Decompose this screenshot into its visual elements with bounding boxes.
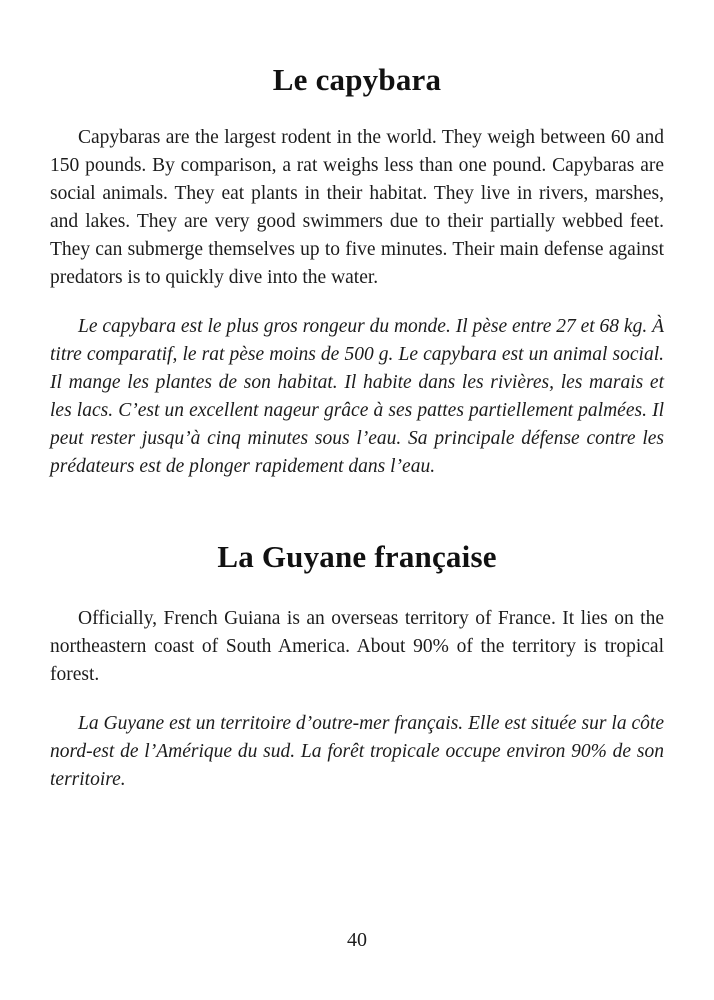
section-heading-guyane: La Guyane française: [217, 539, 497, 574]
french-paragraph-capybara: Le capybara est le plus gros rongeur du monde. Il pèse entre 27 et 68 kg. À titre comparatif, le rat pèse moins de 500 g. Le capybara est un animal social. Il mange les plantes de son habitat. Il habite dans les rivières, les marais et les lacs. C’est un excellent nageur grâce à ses pattes partiellement palmées. Il peut rester jusqu’à cinq minutes sous l’eau. Sa principale défense contre les prédateurs est de plonger rapidement dans l’eau.: [50, 316, 664, 477]
section-capybara: [50, 62, 664, 481]
page-number: 40: [347, 929, 367, 951]
french-paragraph-guyane: La Guyane est un territoire d’outre-mer français. Elle est située sur la côte nord-est de l’Amérique du sud. La forêt tropicale occupe environ 90% de son territoire.: [50, 713, 664, 790]
section-guyane: [50, 539, 664, 794]
english-paragraph-guyane: Officially, French Guiana is an overseas territory of France. It lies on the northeastern coast of South America. About 90% of the territory is tropical forest.: [50, 608, 664, 685]
section-heading-capybara: Le capybara: [272, 62, 442, 97]
english-paragraph-capybara: Capybaras are the largest rodent in the world. They weigh between 60 and 150 pounds. By comparison, a rat weighs less than one pound. Capybaras are social animals. They eat plants in their habitat. They live in rivers, marshes, and lakes. They are very good swimmers due to their partially webbed feet. They can submerge themselves up to five minutes. Their main defense against predators is to quickly dive into the water.: [50, 127, 664, 288]
